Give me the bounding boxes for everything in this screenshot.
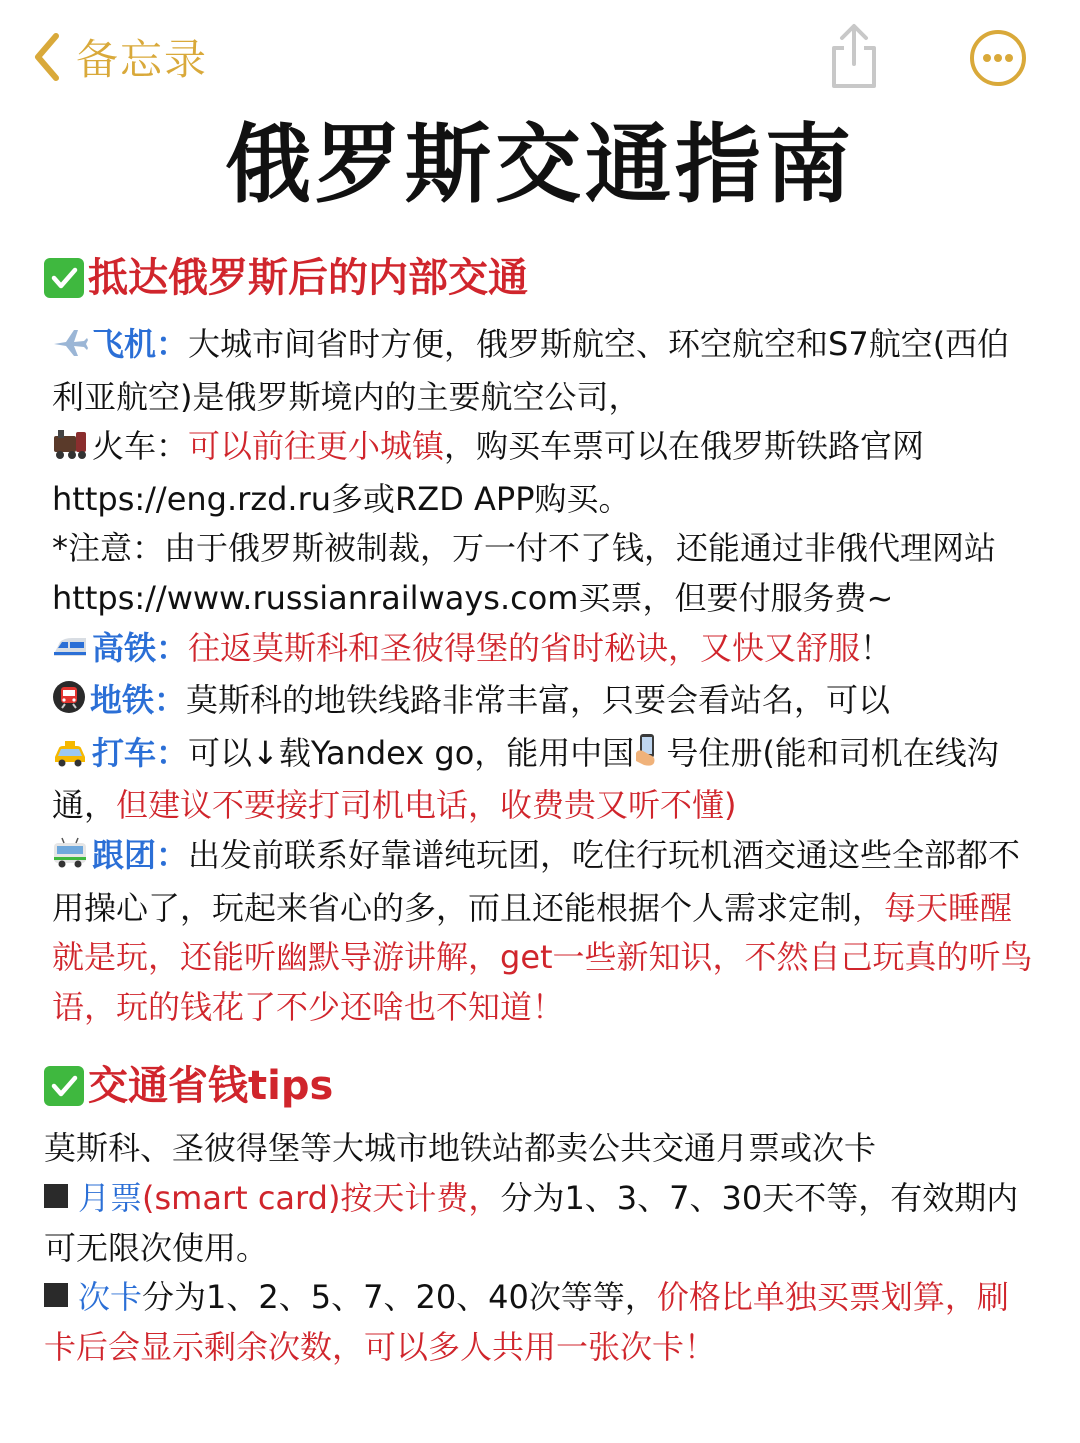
list-item: 次卡分为1、2、5、7、20、40次等等，价格比单独买票划算，刷卡后会显示剩余次数，可以多人共用一张次卡！: [44, 1278, 1009, 1366]
taxi-icon: [52, 732, 88, 782]
check-mark-icon: [44, 258, 84, 298]
list-item: 火车：可以前往更小城镇，购买车票可以在俄罗斯铁路官网https://eng.rzd.ru多或RZD APP购买。: [52, 427, 925, 518]
list-item: 飞机：大城市间省时方便，俄罗斯航空、环空航空和S7航空(西伯利亚航空)是俄罗斯境内的主要航空公司，: [52, 325, 1010, 416]
list-item: 高铁：往返莫斯科和圣彼得堡的省时秘诀，又快又舒服！: [52, 624, 1040, 677]
train-icon: [52, 425, 88, 475]
check-mark-icon: [44, 1066, 84, 1106]
list-item: 地铁：莫斯科的地铁线路非常丰富，只要会看站名，可以: [52, 676, 1040, 729]
square-bullet-icon: [44, 1184, 68, 1208]
section-body: [0, 1124, 1080, 1372]
more-icon: [968, 28, 1028, 88]
page-title: 俄罗斯交通指南: [225, 115, 855, 215]
list-item: 跟团：出发前联系好靠谱纯玩团，吃住行玩机酒交通这些全部都不用操心了，玩起来省心的多，而且还能根据个人需求定制，每天睡醒就是玩，还能听幽默导游讲解，get一些新知识，不然自己玩真的听鸟语，玩的钱花了不少还啥也不知道！: [52, 835, 1033, 1026]
intro-text: 莫斯科、圣彼得堡等大城市地铁站都卖公共交通月票或次卡: [44, 1129, 877, 1168]
chevron-left-icon: [32, 32, 62, 82]
list-item: 月票(smart card)按天计费，分为1、3、7、30天不等，有效期内可无限次使用。: [44, 1178, 1019, 1267]
note-text: *注意：由于俄罗斯被制裁，万一付不了钱，还能通过非俄代理网站https://www.russianrailways.com买票，但要付服务费~: [52, 529, 997, 617]
section-body: [0, 320, 1080, 1032]
share-button[interactable]: [826, 22, 882, 90]
navigation-bar: [0, 0, 1080, 110]
share-icon: [826, 22, 882, 90]
section-heading: 交通省钱tips: [0, 1054, 1080, 1118]
phone-icon: [634, 732, 662, 782]
more-button[interactable]: [968, 28, 1028, 88]
square-bullet-icon: [44, 1283, 68, 1307]
high-speed-train-icon: [52, 627, 88, 677]
note-content: [0, 246, 1080, 1372]
airplane-icon: [52, 323, 88, 373]
back-label: 备忘录: [76, 35, 209, 84]
section-heading: 抵达俄罗斯后的内部交通: [0, 246, 1080, 310]
bus-icon: [52, 834, 88, 884]
back-button[interactable]: [32, 22, 208, 92]
metro-icon: [52, 679, 86, 729]
list-item: 打车：可以↓载Yandex go，能用中国 号住册(能和司机在线沟通，但建议不要接打司机电话，收费贵又听不懂): [52, 733, 999, 825]
